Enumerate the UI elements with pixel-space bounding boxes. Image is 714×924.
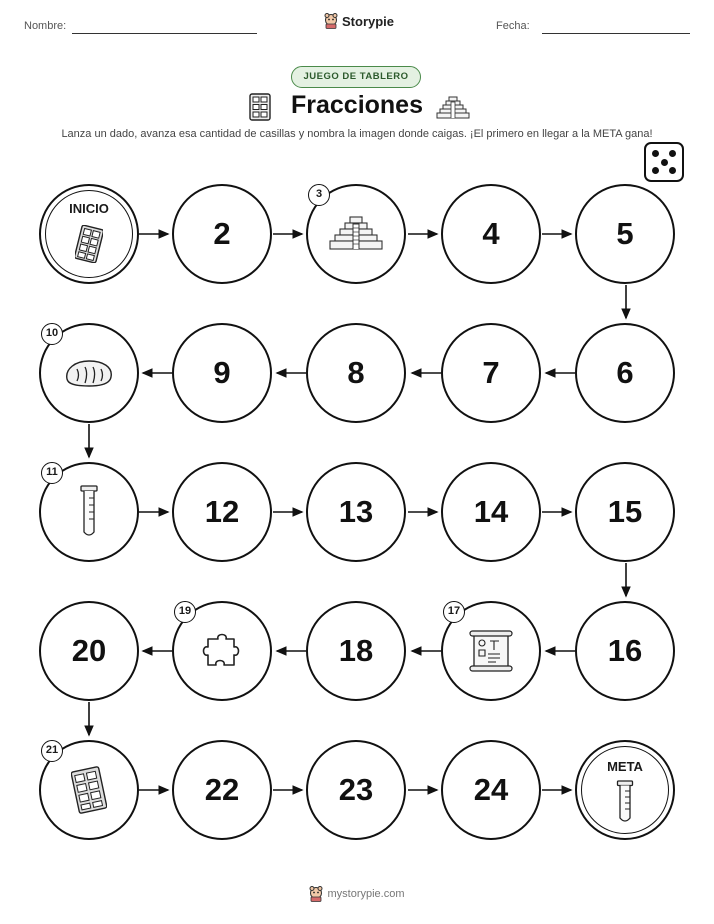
storypie-mascot-icon xyxy=(309,886,323,902)
space-9: 9 xyxy=(172,323,272,423)
space-finish xyxy=(575,740,675,840)
space-2: 2 xyxy=(172,184,272,284)
space-13: 13 xyxy=(306,462,406,562)
space-24: 24 xyxy=(441,740,541,840)
space-16: 16 xyxy=(575,601,675,701)
game-type-badge: JUEGO DE TABLERO xyxy=(291,66,421,88)
date-label: Fecha: xyxy=(496,20,530,32)
chocolate-bar-icon xyxy=(71,766,107,814)
space-10: 10 xyxy=(39,323,139,423)
space-15: 15 xyxy=(575,462,675,562)
brand-name: Storypie xyxy=(342,13,395,29)
space-12: 12 xyxy=(172,462,272,562)
test-tube-icon xyxy=(616,779,634,825)
puzzle-piece-icon xyxy=(200,629,244,673)
finish-label: META xyxy=(607,759,643,774)
footer xyxy=(0,886,714,902)
start-label: INICIO xyxy=(69,201,109,216)
space-14: 14 xyxy=(441,462,541,562)
space-19: 19 xyxy=(172,601,272,701)
space-23: 23 xyxy=(306,740,406,840)
test-tube-icon xyxy=(79,484,99,540)
space-7: 7 xyxy=(441,323,541,423)
name-label: Nombre: xyxy=(24,20,67,32)
footer-site[interactable]: mystorypie.com xyxy=(327,888,405,900)
space-21: 21 xyxy=(39,740,139,840)
space-11: 11 xyxy=(39,462,139,562)
space-6: 6 xyxy=(575,323,675,423)
bread-icon xyxy=(63,357,115,389)
page-title: Fracciones xyxy=(290,91,423,119)
space-8: 8 xyxy=(306,323,406,423)
space-20: 20 xyxy=(39,601,139,701)
space-4: 4 xyxy=(441,184,541,284)
space-start xyxy=(39,184,139,284)
space-18: 18 xyxy=(306,601,406,701)
space-17: 17 xyxy=(441,601,541,701)
space-5: 5 xyxy=(575,184,675,284)
space-22: 22 xyxy=(172,740,272,840)
scroll-icon xyxy=(466,628,516,674)
pyramid-icon xyxy=(328,214,384,254)
instructions: Lanza un dado, avanza esa cantidad de casillas y nombra la imagen donde caigas. ¡El primero en llegar a la META gana! xyxy=(61,128,653,140)
chocolate-bar-icon xyxy=(75,225,103,263)
space-3: 3 xyxy=(306,184,406,284)
